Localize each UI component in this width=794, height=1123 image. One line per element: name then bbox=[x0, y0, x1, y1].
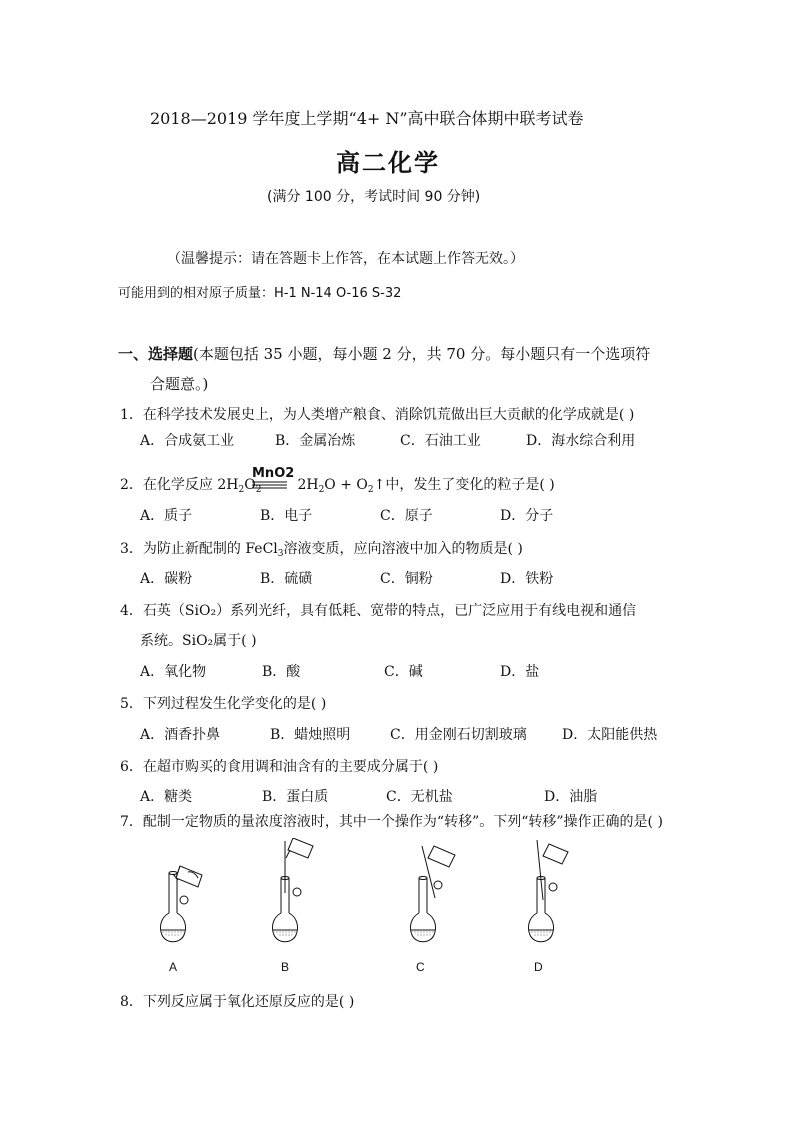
section-label: 一、选择题 bbox=[118, 345, 194, 363]
section-desc-line2: 合题意。) bbox=[150, 375, 209, 393]
question-1-option-a: A．合成氨工业 bbox=[140, 433, 235, 449]
figure-label-b: B bbox=[281, 960, 290, 974]
figure-c-flask-icon bbox=[410, 846, 455, 942]
figure-label-a: A bbox=[169, 960, 178, 974]
figure-b-flask-icon bbox=[272, 838, 313, 942]
question-2-option-b: B．电子 bbox=[260, 508, 313, 524]
question-8-stem: 8．下列反应属于氧化还原反应的是( ) bbox=[120, 994, 355, 1010]
question-7-stem: 7．配制一定物质的量浓度溶液时，其中一个操作为“转移”。下列“转移”操作正确的是( ) bbox=[120, 814, 663, 830]
question-5-option-d: D．太阳能供热 bbox=[562, 727, 658, 743]
question-6-option-a: A．糖类 bbox=[140, 789, 193, 805]
question-6-option-d: D．油脂 bbox=[544, 789, 598, 805]
exam-meta: (满分 100 分，考试时间 90 分钟) bbox=[267, 189, 481, 205]
question-4-stem-line2: 系统。SiO₂属于( ) bbox=[140, 633, 257, 649]
equals-arrow-icon bbox=[251, 481, 289, 489]
question-7-figure bbox=[150, 838, 570, 958]
catalyst-label: MnO2 bbox=[252, 466, 295, 481]
atomic-mass-note: 可能用到的相对原子质量：H-1 N-14 O-16 S-32 bbox=[118, 286, 402, 301]
question-5-stem: 5．下列过程发生化学变化的是( ) bbox=[120, 696, 327, 712]
question-4-option-a: A．氧化物 bbox=[140, 664, 207, 680]
question-6-option-b: B．蛋白质 bbox=[262, 789, 329, 805]
question-5-option-c: C．用金刚石切割玻璃 bbox=[390, 727, 527, 743]
section-desc-line1: (本题包括 35 小题，每小题 2 分，共 70 分。每小题只有一个选项符 bbox=[193, 345, 651, 363]
section-heading bbox=[118, 343, 650, 364]
warm-tip: （温馨提示：请在答题卡上作答，在本试题上作答无效。） bbox=[167, 251, 524, 267]
question-6-stem: 6．在超市购买的食用调和油含有的主要成分属于( ) bbox=[120, 759, 439, 775]
figure-a-flask-icon bbox=[160, 866, 202, 942]
question-2-stem: 2．在化学反应 $2H_2O_2$ $2H_2O$ + $O_2↑$中，发生了变化的粒子是( ) bbox=[120, 477, 555, 495]
figure-label-d: D bbox=[534, 960, 543, 974]
question-2-option-c: C．原子 bbox=[380, 508, 433, 524]
question-2-option-a: A．质子 bbox=[140, 508, 193, 524]
question-4-stem-line1: 4．石英（SiO₂）系列光纤，具有低耗、宽带的特点，已广泛应用于有线电视和通信 bbox=[120, 603, 637, 619]
figure-d-flask-icon bbox=[528, 840, 568, 942]
question-1-option-c: C．石油工业 bbox=[400, 433, 481, 449]
question-1-option-b: B．金属冶炼 bbox=[275, 433, 356, 449]
figure-label-c: C bbox=[416, 960, 425, 974]
question-5-option-a: A．酒香扑鼻 bbox=[140, 727, 221, 743]
question-3-option-b: B．硫磺 bbox=[260, 571, 313, 587]
question-1-stem: 1．在科学技术发展史上，为人类增产粮食、消除饥荒做出巨大贡献的化学成就是( ) bbox=[120, 407, 635, 423]
question-6-option-c: C．无机盐 bbox=[386, 789, 453, 805]
subject-title: 高二化学 bbox=[336, 148, 440, 177]
question-1-option-d: D．海水综合利用 bbox=[526, 433, 636, 449]
question-4-option-d: D．盐 bbox=[500, 664, 540, 680]
question-5-option-b: B．蜡烛照明 bbox=[270, 727, 351, 743]
exam-title: 2018—2019 学年度上学期“4+ N”高中联合体期中联考试卷 bbox=[150, 109, 584, 128]
question-4-option-b: B．酸 bbox=[262, 664, 301, 680]
question-3-option-c: C．铜粉 bbox=[380, 571, 433, 587]
question-3-stem: 3．为防止新配制的 FeCl$_3$溶液变质，应向溶液中加入的物质是( ) bbox=[120, 541, 523, 559]
question-3-option-a: A．碳粉 bbox=[140, 571, 193, 587]
question-3-option-d: D．铁粉 bbox=[500, 571, 554, 587]
question-4-option-c: C．碱 bbox=[384, 664, 423, 680]
question-2-option-d: D．分子 bbox=[500, 508, 554, 524]
